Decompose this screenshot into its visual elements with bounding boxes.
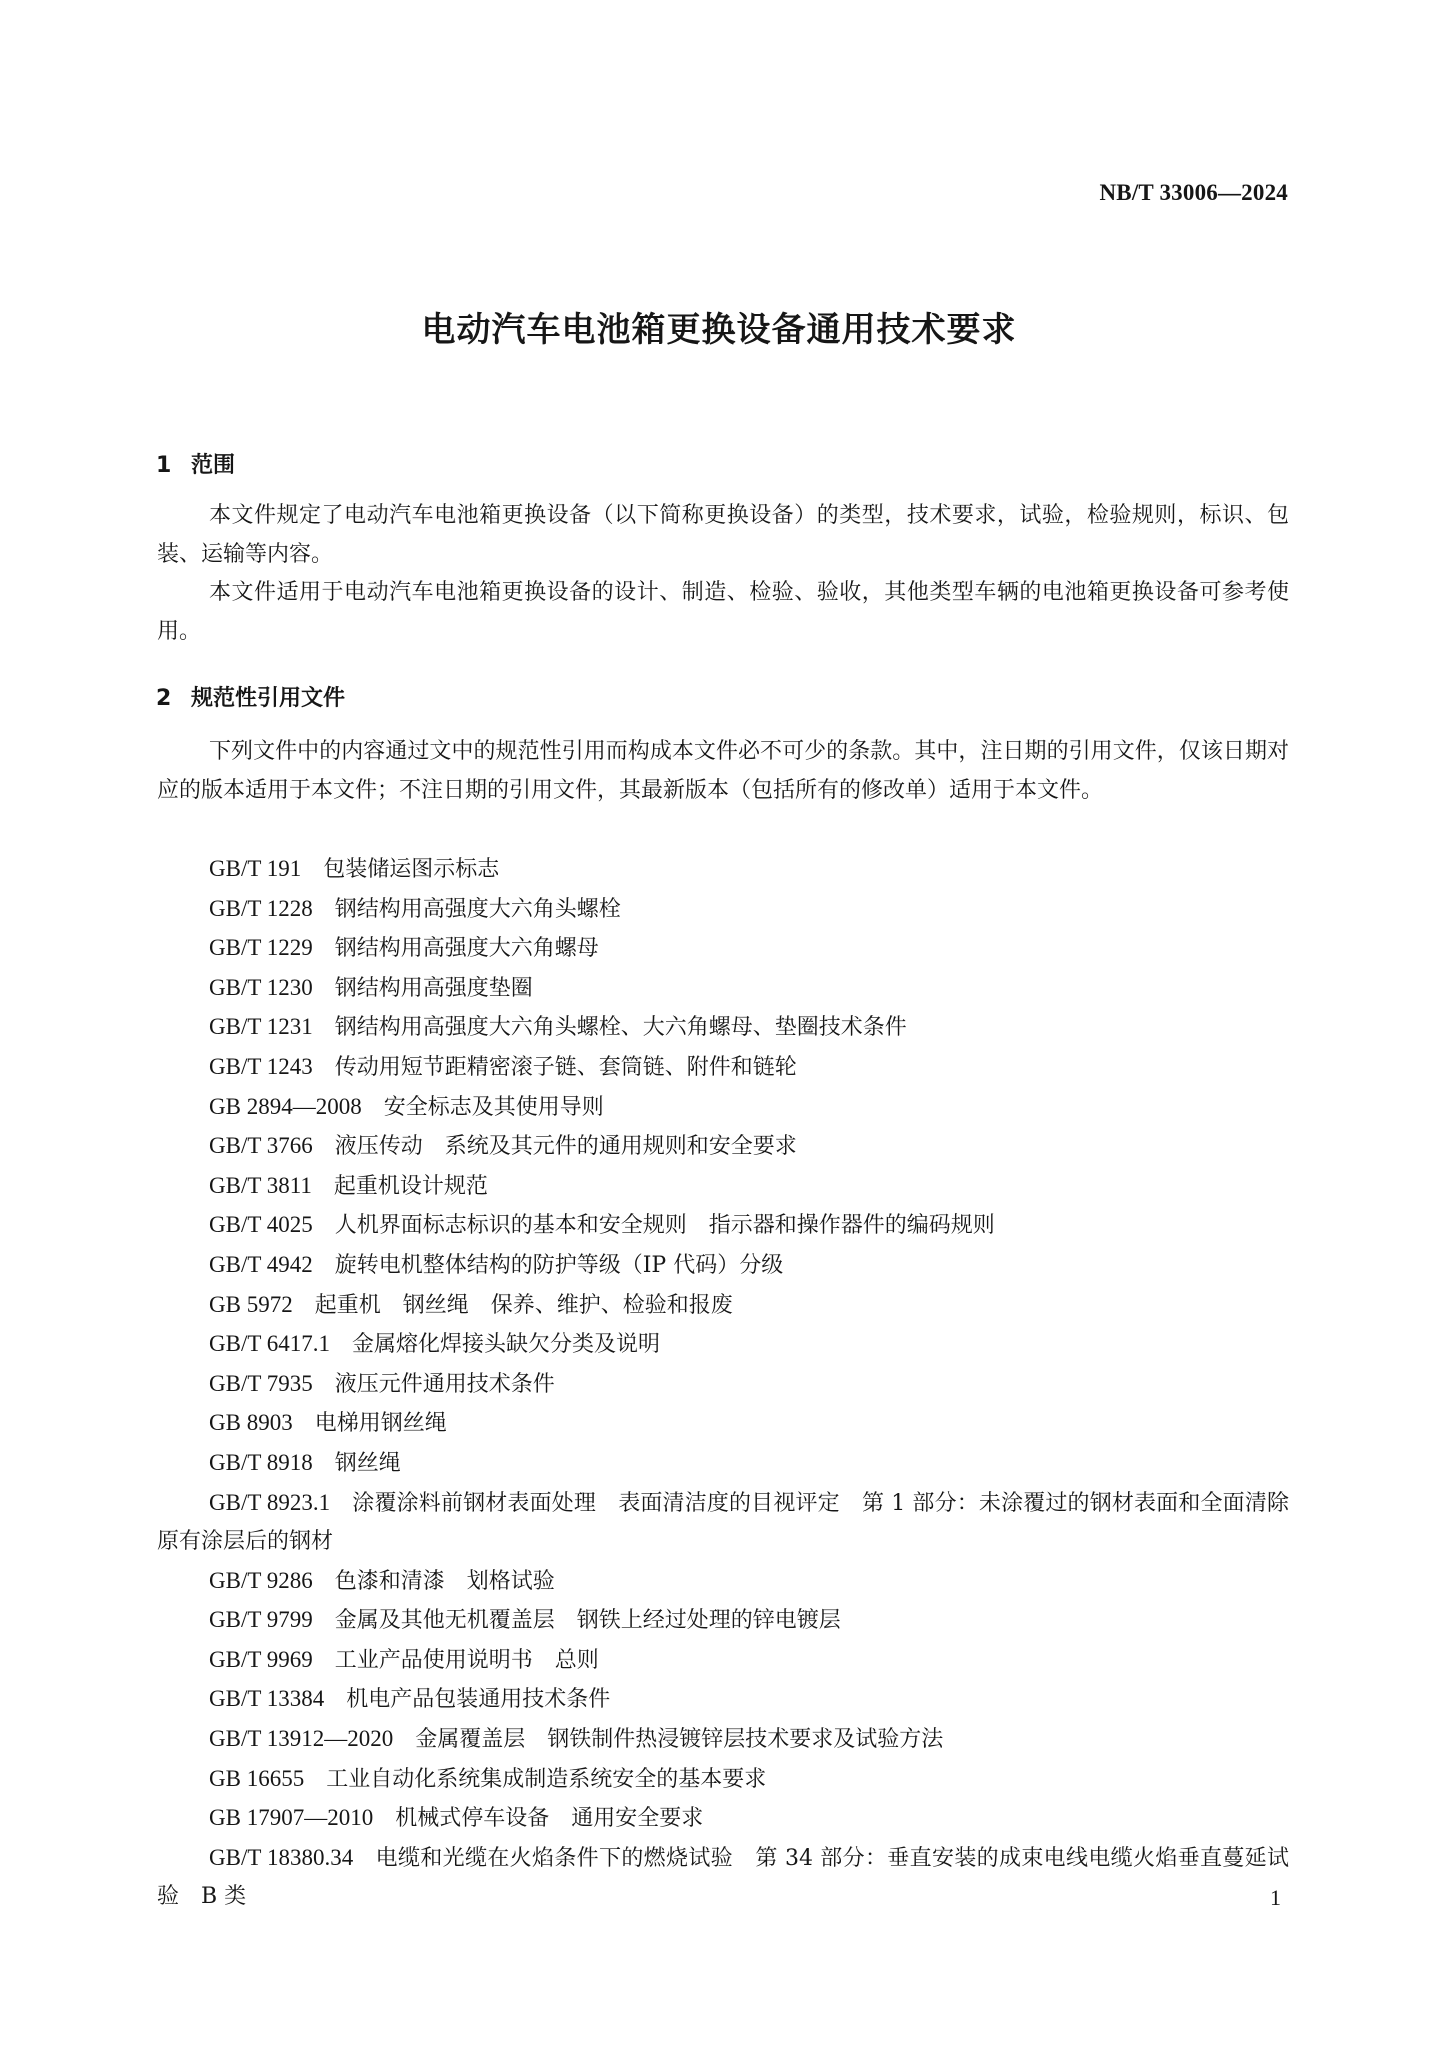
scope-paragraph-1: 本文件规定了电动汽车电池箱更换设备（以下简称更换设备）的类型，技术要求，试验，检验规则，标识、包装、运输等内容。 xyxy=(157,503,1289,567)
reference-item xyxy=(157,1799,1289,1839)
reference-item xyxy=(157,929,1289,969)
reference-code: GB 17907—2010 xyxy=(209,1805,374,1831)
reference-code: GB/T 1229 xyxy=(209,935,313,961)
reference-code: GB/T 3766 xyxy=(209,1133,313,1159)
document-title: 电动汽车电池箱更换设备通用技术要求 xyxy=(421,310,1017,350)
reference-code: GB/T 7935 xyxy=(209,1370,313,1396)
reference-title: 传动用短节距精密滚子链、套筒链、附件和链轮 xyxy=(334,1054,797,1080)
reference-code: GB/T 9286 xyxy=(209,1567,313,1593)
reference-item xyxy=(157,850,1289,890)
reference-item xyxy=(157,1680,1289,1720)
reference-title: 工业自动化系统集成制造系统安全的基本要求 xyxy=(326,1766,767,1792)
reference-title: 金属熔化焊接头缺欠分类及说明 xyxy=(351,1332,660,1358)
reference-title: 钢结构用高强度大六角螺母 xyxy=(334,936,599,962)
section-title: 规范性引用文件 xyxy=(191,686,346,711)
reference-title: 电梯用钢丝绳 xyxy=(314,1411,447,1437)
reference-code: GB/T 3811 xyxy=(209,1172,312,1198)
reference-code: GB/T 9799 xyxy=(209,1607,313,1633)
reference-item xyxy=(157,890,1289,930)
reference-title: 电缆和光缆在火焰条件下的燃烧试验 第 34 部分：垂直安装的成束电线电缆火焰垂直蔓延试验 B 类 xyxy=(157,1845,1289,1910)
reference-title: 工业产品使用说明书 总则 xyxy=(334,1647,599,1673)
reference-code: GB/T 1243 xyxy=(209,1053,313,1079)
reference-title: 色漆和清漆 划格试验 xyxy=(334,1568,555,1594)
section-heading-scope xyxy=(156,448,235,479)
reference-code: GB/T 9969 xyxy=(209,1646,313,1672)
reference-title: 机械式停车设备 通用安全要求 xyxy=(395,1806,704,1832)
reference-item xyxy=(157,1760,1289,1800)
reference-item xyxy=(157,1167,1289,1207)
reference-item xyxy=(157,1404,1289,1444)
reference-item xyxy=(157,1641,1289,1681)
reference-item xyxy=(157,1325,1289,1365)
reference-code: GB/T 191 xyxy=(209,856,302,881)
reference-code: GB/T 8923.1 xyxy=(209,1489,331,1515)
reference-code: GB/T 1228 xyxy=(209,895,313,921)
reference-item xyxy=(157,1444,1289,1484)
reference-code: GB/T 6417.1 xyxy=(209,1331,330,1357)
reference-item xyxy=(157,1088,1289,1128)
reference-item xyxy=(157,1286,1289,1326)
reference-title: 液压传动 系统及其元件的通用规则和安全要求 xyxy=(334,1134,797,1160)
reference-code: GB 16655 xyxy=(209,1765,305,1791)
reference-title: 钢结构用高强度大六角头螺栓 xyxy=(334,896,621,922)
reference-item xyxy=(157,1206,1289,1246)
reference-title: 人机界面标志标识的基本和安全规则 指示器和操作器件的编码规则 xyxy=(334,1213,995,1239)
reference-code: GB/T 1231 xyxy=(209,1014,313,1040)
reference-item xyxy=(157,1246,1289,1286)
reference-title: 钢结构用高强度垫圈 xyxy=(334,975,533,1001)
reference-code: GB 5972 xyxy=(209,1291,293,1317)
reference-item xyxy=(157,1365,1289,1405)
reference-title: 钢丝绳 xyxy=(334,1450,401,1476)
page-number: 1 xyxy=(1270,1885,1281,1910)
section-title: 范围 xyxy=(191,453,236,478)
reference-item xyxy=(157,1484,1289,1562)
reference-item xyxy=(157,1601,1289,1641)
reference-item xyxy=(157,1839,1289,1917)
reference-code: GB/T 13384 xyxy=(209,1686,325,1712)
reference-title: 包装储运图示标志 xyxy=(323,857,500,882)
reference-title: 机电产品包装通用技术条件 xyxy=(346,1687,611,1713)
reference-code: GB/T 8918 xyxy=(209,1449,313,1475)
reference-title: 旋转电机整体结构的防护等级（IP 代码）分级 xyxy=(334,1252,784,1278)
reference-item xyxy=(157,1048,1289,1088)
reference-title: 金属及其他无机覆盖层 钢铁上经过处理的锌电镀层 xyxy=(334,1608,841,1634)
reference-item xyxy=(157,1008,1289,1048)
section-number: 2 xyxy=(156,686,172,711)
reference-item xyxy=(157,1127,1289,1167)
reference-code: GB/T 1230 xyxy=(209,974,313,1000)
reference-item xyxy=(157,1562,1289,1602)
reference-code: GB/T 13912—2020 xyxy=(209,1726,394,1752)
document-code: NB/T 33006—2024 xyxy=(1099,180,1288,205)
reference-title: 起重机 钢丝绳 保养、维护、检验和报废 xyxy=(314,1292,733,1318)
reference-code: GB 2894—2008 xyxy=(209,1093,362,1119)
scope-paragraph-2: 本文件适用于电动汽车电池箱更换设备的设计、制造、检验、验收，其他类型车辆的电池箱更换设备可参考使用。 xyxy=(157,580,1289,644)
reference-item xyxy=(157,969,1289,1009)
section-number: 1 xyxy=(156,453,172,478)
reference-title: 液压元件通用技术条件 xyxy=(334,1371,555,1397)
section-heading-normative-references xyxy=(156,681,345,712)
reference-list xyxy=(157,850,1289,1917)
reference-title: 金属覆盖层 钢铁制件热浸镀锌层技术要求及试验方法 xyxy=(415,1727,944,1753)
reference-code: GB/T 18380.34 xyxy=(209,1844,354,1870)
reference-item xyxy=(157,1720,1289,1760)
reference-title: 钢结构用高强度大六角头螺栓、大六角螺母、垫圈技术条件 xyxy=(334,1015,907,1041)
reference-code: GB/T 4942 xyxy=(209,1251,313,1277)
reference-code: GB/T 4025 xyxy=(209,1212,313,1238)
reference-code: GB 8903 xyxy=(209,1410,293,1436)
reference-title: 涂覆涂料前钢材表面处理 表面清洁度的目视评定 第 1 部分：未涂覆过的钢材表面和全面清除原有涂层后的钢材 xyxy=(157,1490,1289,1555)
reference-title: 起重机设计规范 xyxy=(333,1173,488,1199)
references-intro-paragraph: 下列文件中的内容通过文中的规范性引用而构成本文件必不可少的条款。其中，注日期的引用文件，仅该日期对应的版本适用于本文件；不注日期的引用文件，其最新版本（包括所有的修改单）适用于本文件。 xyxy=(157,739,1289,803)
reference-title: 安全标志及其使用导则 xyxy=(383,1094,604,1120)
